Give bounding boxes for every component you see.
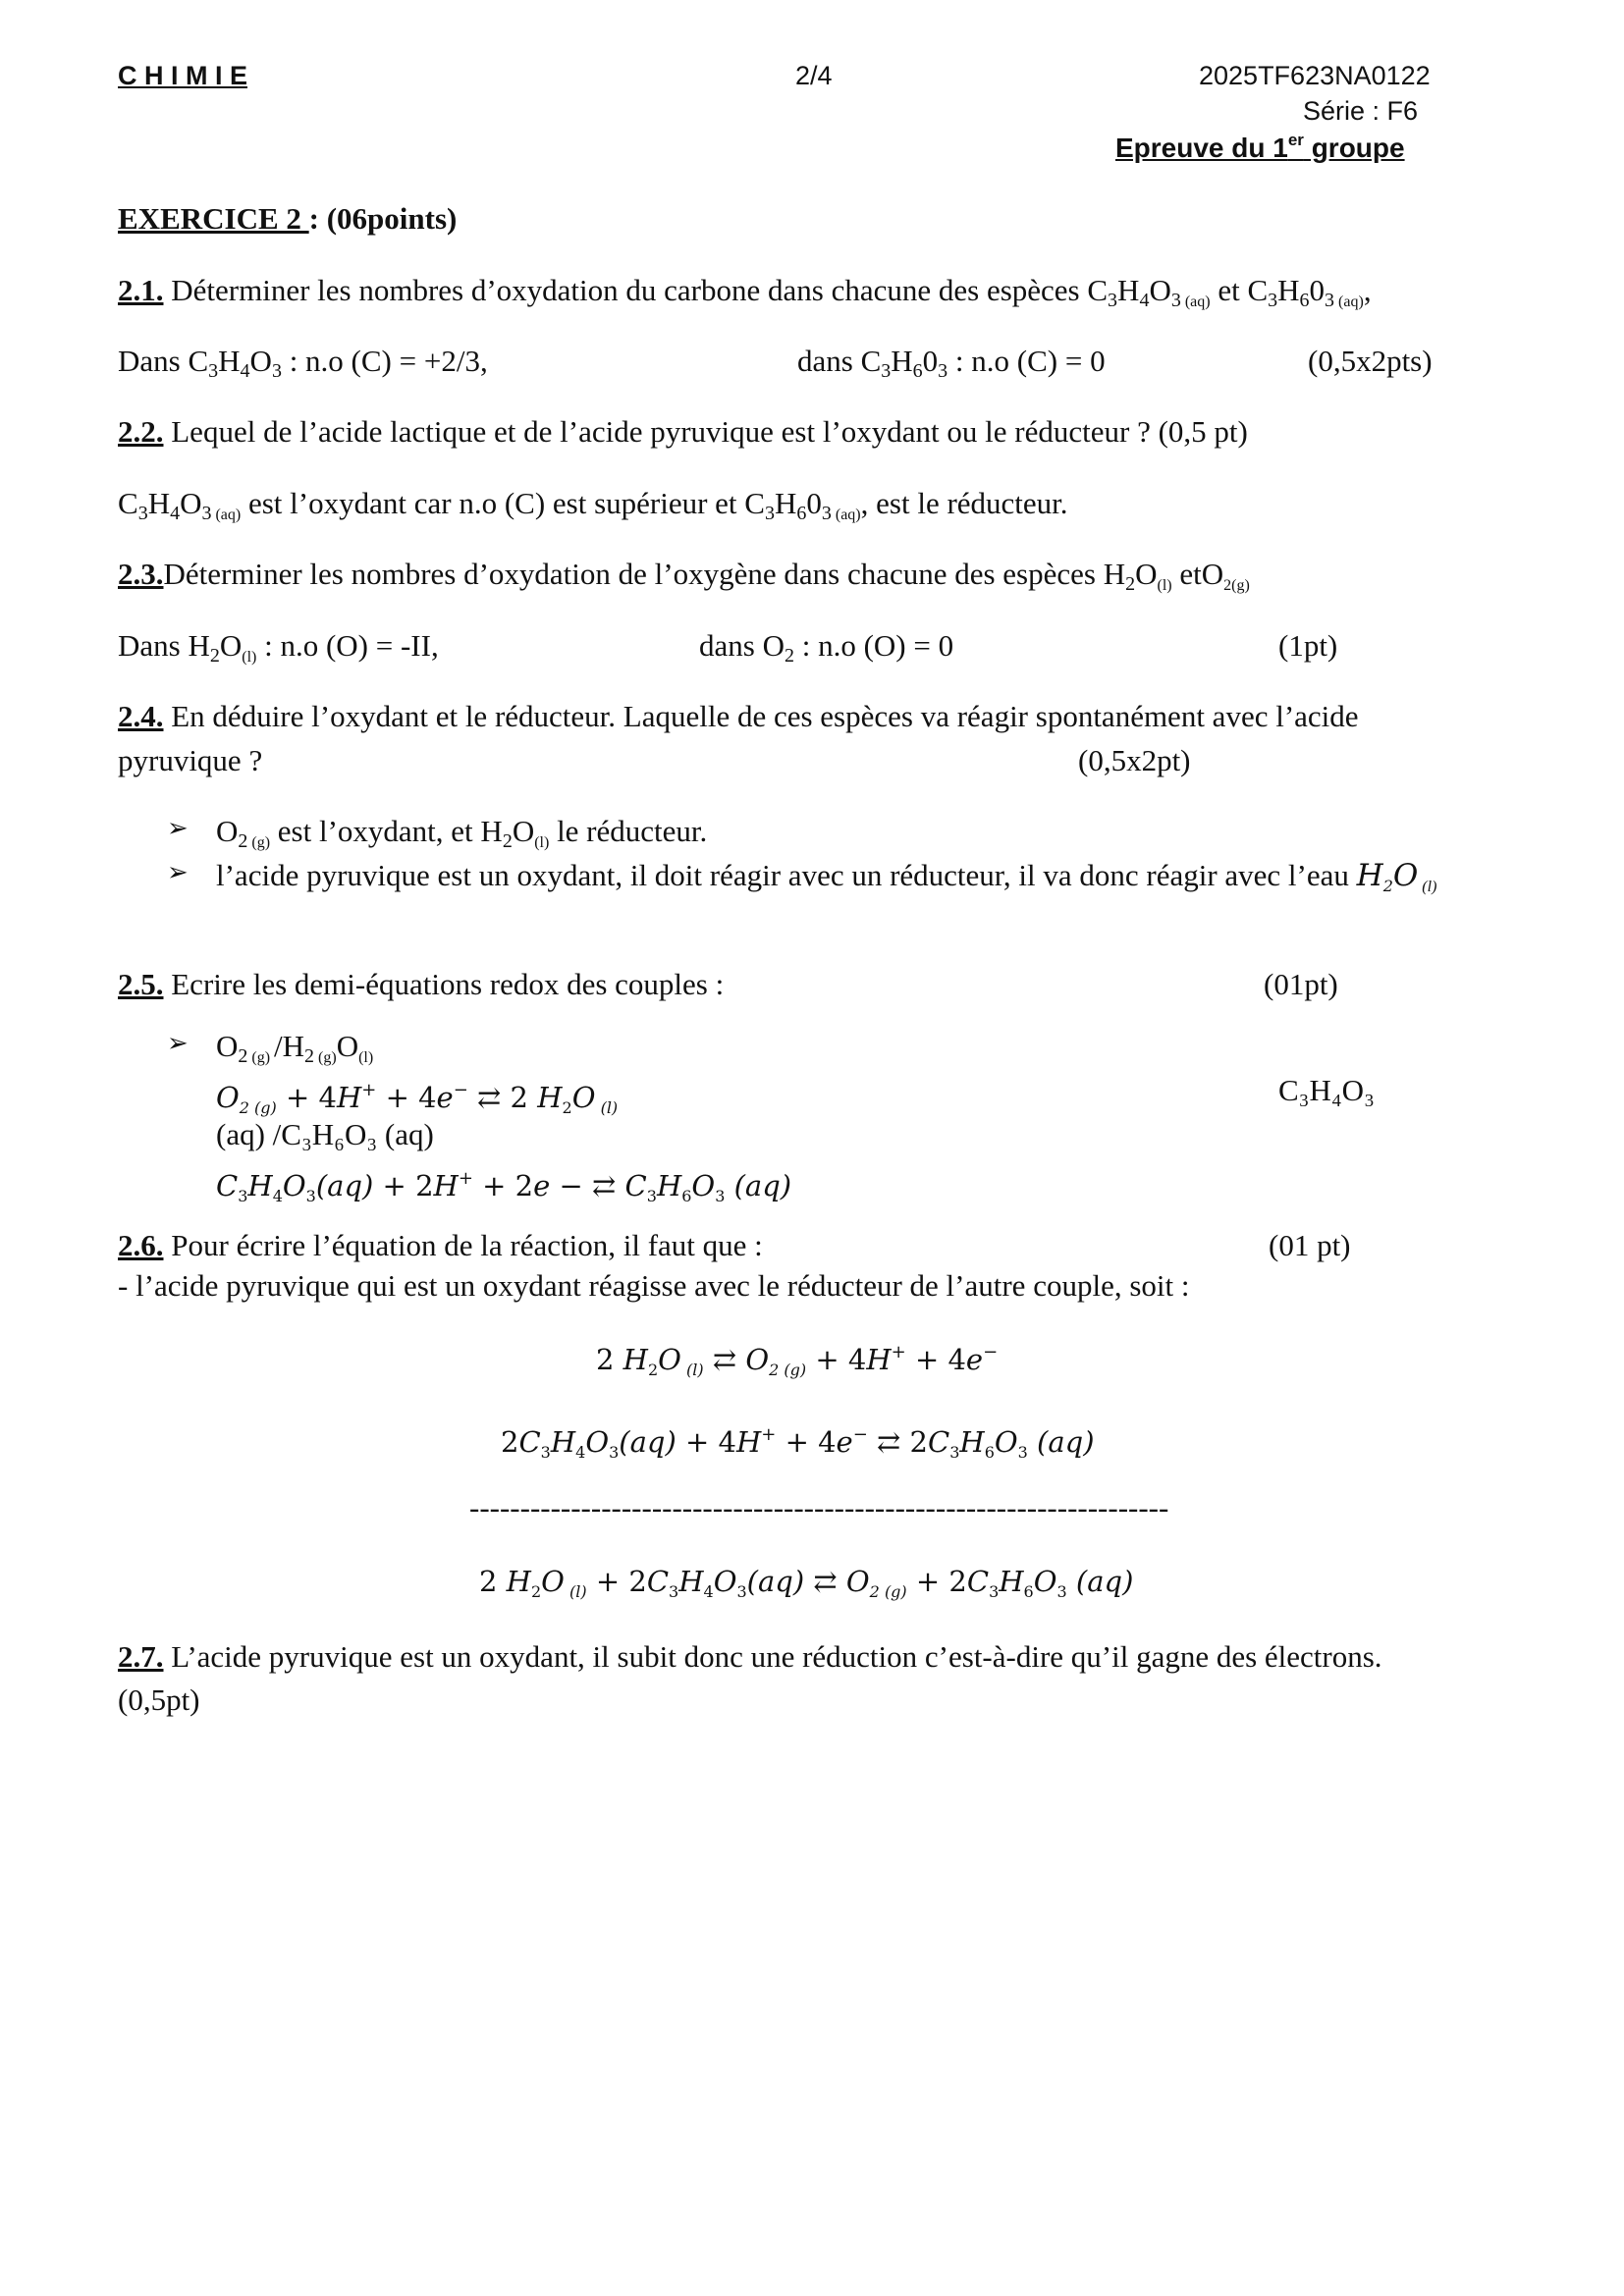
couple-pyruvic-label: C₃H₄O₃ bbox=[1278, 1073, 1375, 1107]
bullet-arrow-icon: ➢ bbox=[167, 814, 189, 843]
points-2-1: (0,5x2pts) bbox=[1308, 344, 1433, 378]
bullet-arrow-icon: ➢ bbox=[167, 858, 189, 887]
couple-o2-h2o: $O_2$ (g) $/H_2$ (g)O(l) bbox=[216, 1029, 374, 1067]
points-2-3: (1pt) bbox=[1278, 628, 1338, 663]
points-2-7: (0,5pt) bbox=[118, 1682, 200, 1717]
bullet-arrow-icon: ➢ bbox=[167, 1029, 189, 1058]
answer-2-3-b: dans $O_2$ : n.o (O) = 0 bbox=[699, 628, 954, 667]
question-2-4-cont: pyruvique ? bbox=[118, 743, 263, 777]
page-number: 2/4 bbox=[795, 61, 833, 90]
points-2-6: (01 pt) bbox=[1269, 1228, 1351, 1262]
answer-2-3-a: Dans $H_2O(l)$ : n.o (O) = -II, bbox=[118, 628, 439, 667]
question-2-6-cont: - l’acide pyruvique qui est un oxydant réagisse avec le réducteur de l’autre couple, soit : bbox=[118, 1268, 1190, 1303]
answer-2-1-b: dans $C_3H_60_3$ : n.o (C) = 0 bbox=[797, 344, 1106, 382]
question-2-7: 2.7. L’acide pyruvique est un oxydant, il subit donc une réduction c’est-à-dire qu’il gagne des électrons. bbox=[118, 1639, 1382, 1674]
equation-o2-half: $O_{2 (g)} + 4H^+ + 4e^-$ ⇄ 2 $H_2O$ $_{(l)}$ bbox=[216, 1080, 619, 1117]
question-2-5: 2.5. Ecrire les demi-équations redox des couples : bbox=[118, 967, 725, 1001]
equation-oxidation: 2 $H_2O$ $_{(l)}$ ⇄ $O_{2 (g)} + 4H^+ + 4e^-$ bbox=[596, 1342, 999, 1379]
answer-2-2: $C_3H_4O_3$ (aq) est l’oxydant car n.o (C) est supérieur et $C_3H_60_3$ (aq), est le réducteur. bbox=[118, 486, 1068, 524]
points-2-4: (0,5x2pt) bbox=[1078, 743, 1191, 777]
exercise-title: EXERCICE 2 : (06points) bbox=[118, 201, 458, 236]
question-2-4: 2.4. En déduire l’oxydant et le réducteur. Laquelle de ces espèces va réagir spontanément avec l’acide bbox=[118, 699, 1359, 733]
question-2-3: 2.3.Déterminer les nombres d’oxydation de l’oxygène dans chacune des espèces $H_2O(l)$ etO2(g) bbox=[118, 557, 1250, 595]
question-2-2: 2.2. Lequel de l’acide lactique et de l’acide pyruvique est l’oxydant ou le réducteur ? (0,5 pt) bbox=[118, 414, 1248, 449]
separator-dashes: --------------------------------------------------------------------- bbox=[469, 1490, 1169, 1524]
equation-global: 2 $H_2O$ $_{(l)} + 2C_3H_4O_3(aq)$ ⇄ $O_{2 (g)} + 2C_3H_6O_3$ (aq) bbox=[479, 1565, 1134, 1601]
serie-label: Série : F6 bbox=[1303, 96, 1419, 126]
question-2-6: 2.6. Pour écrire l’équation de la réaction, il faut que : bbox=[118, 1228, 763, 1262]
points-2-5: (01pt) bbox=[1264, 967, 1338, 1001]
couple-pyruvic-lactic: (aq) /C₃H₆O₃ (aq) bbox=[216, 1117, 434, 1151]
bullet-2-4-b: l’acide pyruvique est un oxydant, il doit réagir avec un réducteur, il va donc réagir avec l’eau H2O (l) bbox=[216, 858, 1437, 895]
exam-code: 2025TF623NA0122 bbox=[1199, 61, 1431, 90]
answer-2-1-a: Dans $C_3H_4O_3$ : n.o (C) = +2/3, bbox=[118, 344, 488, 382]
question-2-1: 2.1. Déterminer les nombres d’oxydation du carbone dans chacune des espèces $C_3H_4O_3$ (aq) et $C_3H_60_3$ (aq), bbox=[118, 273, 1372, 311]
epreuve-label: Epreuve du 1er groupe bbox=[1115, 131, 1405, 163]
equation-reduction: $2C_3H_4O_3(aq) + 4H^+ + 4e^-$ ⇄ $2C_3H_6O_3$ (aq) bbox=[501, 1424, 1095, 1462]
bullet-2-4-a: $O_2$ (g) est l’oxydant, et $H_2O(l)$ le réducteur. bbox=[216, 814, 708, 852]
equation-pyruvic-half: $C_3H_4O_3(aq) + 2H^+ + 2e$ − ⇄ $C_3H_6O_3$ (aq) bbox=[216, 1168, 792, 1205]
subject-heading: C H I M I E bbox=[118, 61, 248, 90]
